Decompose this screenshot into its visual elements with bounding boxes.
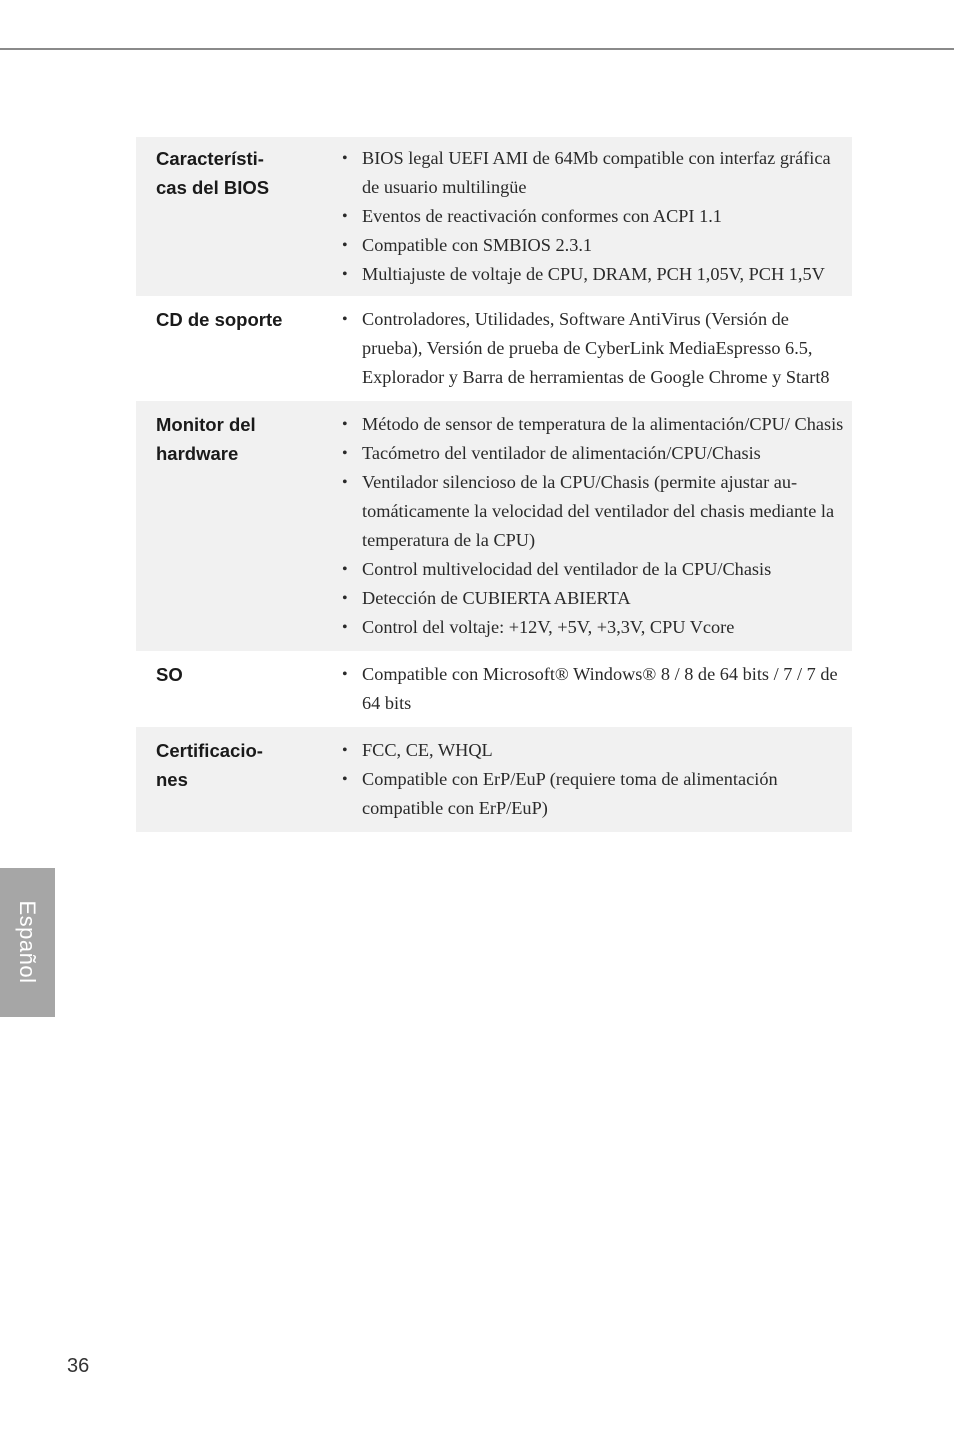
bullet-icon: •	[342, 561, 348, 578]
list-item	[342, 765, 852, 823]
list-item	[342, 584, 852, 613]
bullet-icon: •	[342, 237, 348, 254]
spec-row-hardware-monitor	[136, 401, 852, 651]
list-item	[342, 613, 852, 642]
spec-item-list	[306, 305, 852, 392]
spec-label: Monitor del hardware	[156, 414, 256, 464]
spec-row-os	[136, 651, 852, 727]
list-item	[342, 202, 852, 231]
spec-label: SO	[156, 664, 183, 685]
list-item	[342, 468, 852, 555]
list-item	[342, 736, 852, 765]
list-item	[342, 555, 852, 584]
spec-row-support-cd	[136, 296, 852, 401]
spec-item-list	[306, 410, 852, 642]
list-item-text: Control multivelocidad del ventilador de la CPU/Chasis	[362, 559, 772, 579]
header-rule	[0, 48, 954, 50]
bullet-icon: •	[342, 666, 348, 683]
list-item-text: Método de sensor de temperatura de la alimentación/CPU/ Chasis	[362, 414, 844, 434]
bullet-icon: •	[342, 311, 348, 328]
bullet-icon: •	[342, 771, 348, 788]
spec-table	[136, 137, 852, 832]
list-item-text: Ventilador silencioso de la CPU/Chasis (permite ajustar au- tomáticamente la velocidad del ventilador del chasis mediante la temperatura de la CPU)	[362, 472, 835, 550]
list-item-text: Compatible con ErP/EuP (requiere toma de alimentación compatible con ErP/EuP)	[362, 769, 778, 818]
bullet-icon: •	[342, 742, 348, 759]
list-item-text: Detección de CUBIERTA ABIERTA	[362, 588, 631, 608]
bullet-icon: •	[342, 266, 348, 283]
bullet-icon: •	[342, 208, 348, 225]
list-item	[342, 410, 852, 439]
list-item	[342, 439, 852, 468]
spec-item-list	[306, 144, 852, 289]
bullet-icon: •	[342, 590, 348, 607]
language-side-tab	[0, 868, 55, 1017]
list-item	[342, 231, 852, 260]
list-item-text: Control del voltaje: +12V, +5V, +3,3V, CPU Vcore	[362, 617, 735, 637]
spec-row-certifications	[136, 727, 852, 832]
spec-item-list	[306, 660, 852, 718]
spec-label: Característi- cas del BIOS	[156, 148, 270, 198]
bullet-icon: •	[342, 416, 348, 433]
list-item	[342, 660, 852, 718]
spec-label: CD de soporte	[156, 309, 283, 330]
bullet-icon: •	[342, 445, 348, 462]
bullet-icon: •	[342, 150, 348, 167]
list-item-text: Eventos de reactivación conformes con ACPI 1.1	[362, 206, 722, 226]
list-item-text: Controladores, Utilidades, Software AntiVirus (Versión de prueba), Versión de prueba de CyberLink MediaEspresso 6.5, Explorador y Barra de herramientas de Google Chrome y Start8	[362, 309, 830, 387]
list-item-text: Multiajuste de voltaje de CPU, DRAM, PCH 1,05V, PCH 1,5V	[362, 264, 825, 284]
list-item	[342, 144, 852, 202]
spec-item-list	[306, 736, 852, 823]
page-number: 36	[67, 1355, 90, 1377]
list-item	[342, 305, 852, 392]
bullet-icon: •	[342, 619, 348, 636]
list-item-text: Tacómetro del ventilador de alimentación/CPU/Chasis	[362, 443, 761, 463]
list-item	[342, 260, 852, 289]
bullet-icon: •	[342, 474, 348, 491]
list-item-text: Compatible con Microsoft® Windows® 8 / 8 de 64 bits / 7 / 7 de 64 bits	[362, 664, 838, 713]
language-label: Español	[15, 900, 40, 984]
list-item-text: FCC, CE, WHQL	[362, 740, 493, 760]
list-item-text: BIOS legal UEFI AMI de 64Mb compatible con interfaz gráfica de usuario multilingüe	[362, 148, 831, 197]
spec-row-bios	[136, 137, 852, 296]
list-item-text: Compatible con SMBIOS 2.3.1	[362, 235, 593, 255]
spec-label: Certificacio- nes	[156, 740, 263, 790]
